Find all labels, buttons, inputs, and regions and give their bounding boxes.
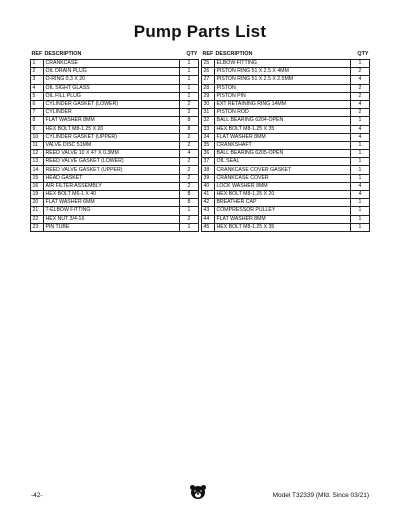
ref-cell: 39 xyxy=(202,174,215,182)
qty-cell: 1 xyxy=(351,199,370,207)
description-cell: HEX BOLT M8-1.25 X 20 xyxy=(215,191,351,199)
ref-cell: 13 xyxy=(31,158,44,166)
description-cell: PISTON RING 51 X 2.5 X 4MM xyxy=(215,68,351,76)
ref-cell: 26 xyxy=(202,68,215,76)
description-cell: AIR FILTER ASSEMBLY xyxy=(44,182,180,190)
table-row xyxy=(31,182,199,190)
description-cell: OIL SIGHT GLASS xyxy=(44,84,180,92)
qty-cell: 1 xyxy=(180,223,199,231)
description-cell: VALVE DISC 51MM xyxy=(44,141,180,149)
ref-cell: 3 xyxy=(31,76,44,84)
description-cell: FLAT WASHER 8MM xyxy=(44,117,180,125)
description-cell: PISTON xyxy=(215,84,351,92)
qty-cell: 2 xyxy=(180,182,199,190)
ref-cell: 1 xyxy=(31,60,44,68)
description-header: DESCRIPTION xyxy=(44,51,82,57)
table-row xyxy=(31,76,199,84)
table-row xyxy=(202,158,370,166)
table-row xyxy=(202,223,370,231)
table-row xyxy=(31,215,199,223)
table-row xyxy=(202,166,370,174)
qty-cell: 1 xyxy=(351,150,370,158)
qty-cell: 4 xyxy=(351,182,370,190)
qty-cell: 4 xyxy=(351,76,370,84)
ref-cell: 12 xyxy=(31,150,44,158)
ref-cell: 40 xyxy=(202,182,215,190)
table-row xyxy=(31,68,199,76)
qty-cell: 2 xyxy=(180,141,199,149)
table-row xyxy=(31,223,199,231)
table-row xyxy=(202,182,370,190)
qty-cell: 1 xyxy=(351,141,370,149)
qty-cell: 2 xyxy=(180,109,199,117)
table-row xyxy=(31,125,199,133)
qty-cell: 1 xyxy=(180,68,199,76)
ref-cell: 37 xyxy=(202,158,215,166)
ref-cell: 43 xyxy=(202,207,215,215)
description-cell: LOCK WASHER 8MM xyxy=(215,182,351,190)
description-cell: O-RING 0.3 X 20 xyxy=(44,76,180,84)
description-cell: CYLINDER GASKET (LOWER) xyxy=(44,100,180,108)
qty-cell: 8 xyxy=(180,117,199,125)
table-row xyxy=(31,150,199,158)
ref-cell: 5 xyxy=(31,92,44,100)
description-cell: HEX BOLT M6-1 X 40 xyxy=(44,191,180,199)
description-cell: PISTON RING 51 X 2.5 X 2.5MM xyxy=(215,76,351,84)
description-cell: HEX BOLT M8-1.25 X 35 xyxy=(215,223,351,231)
ref-cell: 28 xyxy=(202,84,215,92)
ref-cell: 14 xyxy=(31,166,44,174)
table-row xyxy=(31,133,199,141)
ref-cell: 8 xyxy=(31,117,44,125)
qty-header: QTY xyxy=(357,51,369,57)
description-cell: ELBOW FITTING xyxy=(215,60,351,68)
table-row xyxy=(202,117,370,125)
description-cell: CRANKCASE xyxy=(44,60,180,68)
ref-cell: 20 xyxy=(31,199,44,207)
ref-cell: 11 xyxy=(31,141,44,149)
qty-cell: 1 xyxy=(351,174,370,182)
qty-cell: 1 xyxy=(180,76,199,84)
qty-cell: 1 xyxy=(180,84,199,92)
table-row xyxy=(202,125,370,133)
ref-cell: 22 xyxy=(31,215,44,223)
table-row xyxy=(202,207,370,215)
qty-cell: 4 xyxy=(180,150,199,158)
page-number: -42- xyxy=(31,492,43,499)
qty-cell: 2 xyxy=(180,100,199,108)
table-row xyxy=(202,60,370,68)
ref-cell: 19 xyxy=(31,191,44,199)
table-row xyxy=(31,92,199,100)
qty-cell: 2 xyxy=(351,92,370,100)
qty-cell: 1 xyxy=(180,60,199,68)
qty-cell: 2 xyxy=(180,174,199,182)
qty-cell: 8 xyxy=(180,191,199,199)
table-row xyxy=(202,150,370,158)
qty-cell: 4 xyxy=(351,100,370,108)
description-cell: CRANKCASE COVER xyxy=(215,174,351,182)
table-row xyxy=(31,60,199,68)
table-row xyxy=(202,174,370,182)
qty-cell: 1 xyxy=(351,207,370,215)
qty-cell: 4 xyxy=(351,191,370,199)
description-cell: FLAT WASHER 8MM xyxy=(215,215,351,223)
description-cell: COMPRESSOR PULLEY xyxy=(215,207,351,215)
qty-cell: 2 xyxy=(180,166,199,174)
description-cell: PISTON PIN xyxy=(215,92,351,100)
description-cell: REED VALVE GASKET (LOWER) xyxy=(44,158,180,166)
ref-cell: 34 xyxy=(202,133,215,141)
qty-cell: 2 xyxy=(351,109,370,117)
ref-cell: 33 xyxy=(202,125,215,133)
ref-cell: 4 xyxy=(31,84,44,92)
ref-cell: 31 xyxy=(202,109,215,117)
ref-cell: 42 xyxy=(202,199,215,207)
parts-tables xyxy=(30,51,370,232)
description-cell: HEX BOLT M8-1.25 X 20 xyxy=(44,125,180,133)
table-row xyxy=(202,215,370,223)
table-row xyxy=(31,191,199,199)
description-cell: OIL SEAL xyxy=(215,158,351,166)
table-row xyxy=(202,141,370,149)
qty-cell: 1 xyxy=(180,207,199,215)
table-row xyxy=(31,141,199,149)
description-cell: CRANKSHAFT xyxy=(215,141,351,149)
qty-cell: 2 xyxy=(180,215,199,223)
qty-cell: 1 xyxy=(351,223,370,231)
ref-header: REF xyxy=(202,51,214,57)
ref-cell: 36 xyxy=(202,150,215,158)
table-row xyxy=(31,199,199,207)
description-cell: OIL DRAIN PLUG xyxy=(44,68,180,76)
description-cell: EXT RETAINING RING 14MM xyxy=(215,100,351,108)
ref-cell: 23 xyxy=(31,223,44,231)
ref-cell: 45 xyxy=(202,223,215,231)
qty-header: QTY xyxy=(186,51,198,57)
parts-table-left xyxy=(30,51,199,232)
table-row xyxy=(31,166,199,174)
ref-cell: 41 xyxy=(202,191,215,199)
ref-cell: 38 xyxy=(202,166,215,174)
description-cell: BALL BEARING 6204-OPEN xyxy=(215,117,351,125)
page-title: Pump Parts List xyxy=(133,22,267,41)
qty-cell: 1 xyxy=(351,117,370,125)
qty-cell: 2 xyxy=(351,68,370,76)
description-cell: HEX NUT 3/4-16 xyxy=(44,215,180,223)
ref-cell: 6 xyxy=(31,100,44,108)
description-cell: BALL BEARING 6205-OPEN xyxy=(215,150,351,158)
ref-cell: 30 xyxy=(202,100,215,108)
table-row xyxy=(202,76,370,84)
qty-cell: 8 xyxy=(180,199,199,207)
table-row xyxy=(202,68,370,76)
qty-cell: 1 xyxy=(351,60,370,68)
table-row xyxy=(31,117,199,125)
model-info: Model T32339 (Mfd. Since 03/21) xyxy=(272,492,369,499)
description-cell: FLAT WASHER 6MM xyxy=(44,199,180,207)
description-cell: HEAD GASKET xyxy=(44,174,180,182)
ref-cell: 7 xyxy=(31,109,44,117)
ref-cell: 2 xyxy=(31,68,44,76)
parts-table-left-body xyxy=(31,60,199,232)
qty-cell: 2 xyxy=(351,84,370,92)
ref-cell: 32 xyxy=(202,117,215,125)
parts-table-right-body xyxy=(202,60,370,232)
qty-cell: 1 xyxy=(180,92,199,100)
ref-header: REF xyxy=(31,51,43,57)
table-row xyxy=(202,100,370,108)
description-cell: PIN TUBE xyxy=(44,223,180,231)
description-cell: CYLINDER xyxy=(44,109,180,117)
description-cell: FLAT WASHER 8MM xyxy=(215,133,351,141)
description-cell: OIL FILL PLUG xyxy=(44,92,180,100)
ref-cell: 21 xyxy=(31,207,44,215)
description-cell: CRANKCASE COVER GASKET xyxy=(215,166,351,174)
description-cell: REED VALVE GASKET (UPPER) xyxy=(44,166,180,174)
qty-cell: 8 xyxy=(180,125,199,133)
table-row xyxy=(202,199,370,207)
table-row xyxy=(202,92,370,100)
description-cell: CYLINDER GASKET (UPPER) xyxy=(44,133,180,141)
description-cell: REED VALVE 10 X 47 X 0.3MM xyxy=(44,150,180,158)
ref-cell: 29 xyxy=(202,92,215,100)
table-row xyxy=(31,207,199,215)
table-row xyxy=(31,158,199,166)
ref-cell: 35 xyxy=(202,141,215,149)
description-cell: T-ELBOW FITTING xyxy=(44,207,180,215)
qty-cell: 1 xyxy=(351,215,370,223)
qty-cell: 4 xyxy=(351,133,370,141)
qty-cell: 2 xyxy=(180,158,199,166)
description-cell: HEX BOLT M8-1.25 X 35 xyxy=(215,125,351,133)
qty-cell: 2 xyxy=(180,133,199,141)
parts-table-right xyxy=(201,51,370,232)
table-row xyxy=(31,100,199,108)
ref-cell: 44 xyxy=(202,215,215,223)
bear-head-icon xyxy=(189,484,207,500)
table-row xyxy=(202,133,370,141)
qty-cell: 1 xyxy=(351,158,370,166)
table-row xyxy=(202,191,370,199)
table-row xyxy=(202,109,370,117)
table-row xyxy=(31,174,199,182)
description-header: DESCRIPTION xyxy=(215,51,253,57)
ref-cell: 9 xyxy=(31,125,44,133)
table-row xyxy=(31,109,199,117)
ref-cell: 10 xyxy=(31,133,44,141)
table-header-row xyxy=(202,51,370,60)
table-row xyxy=(202,84,370,92)
qty-cell: 1 xyxy=(351,166,370,174)
qty-cell: 4 xyxy=(351,125,370,133)
ref-cell: 27 xyxy=(202,76,215,84)
description-cell: BREATHER CAP xyxy=(215,199,351,207)
table-header-row xyxy=(31,51,199,60)
ref-cell: 15 xyxy=(31,174,44,182)
description-cell: PISTON ROD xyxy=(215,109,351,117)
ref-cell: 25 xyxy=(202,60,215,68)
ref-cell: 16 xyxy=(31,182,44,190)
table-row xyxy=(31,84,199,92)
